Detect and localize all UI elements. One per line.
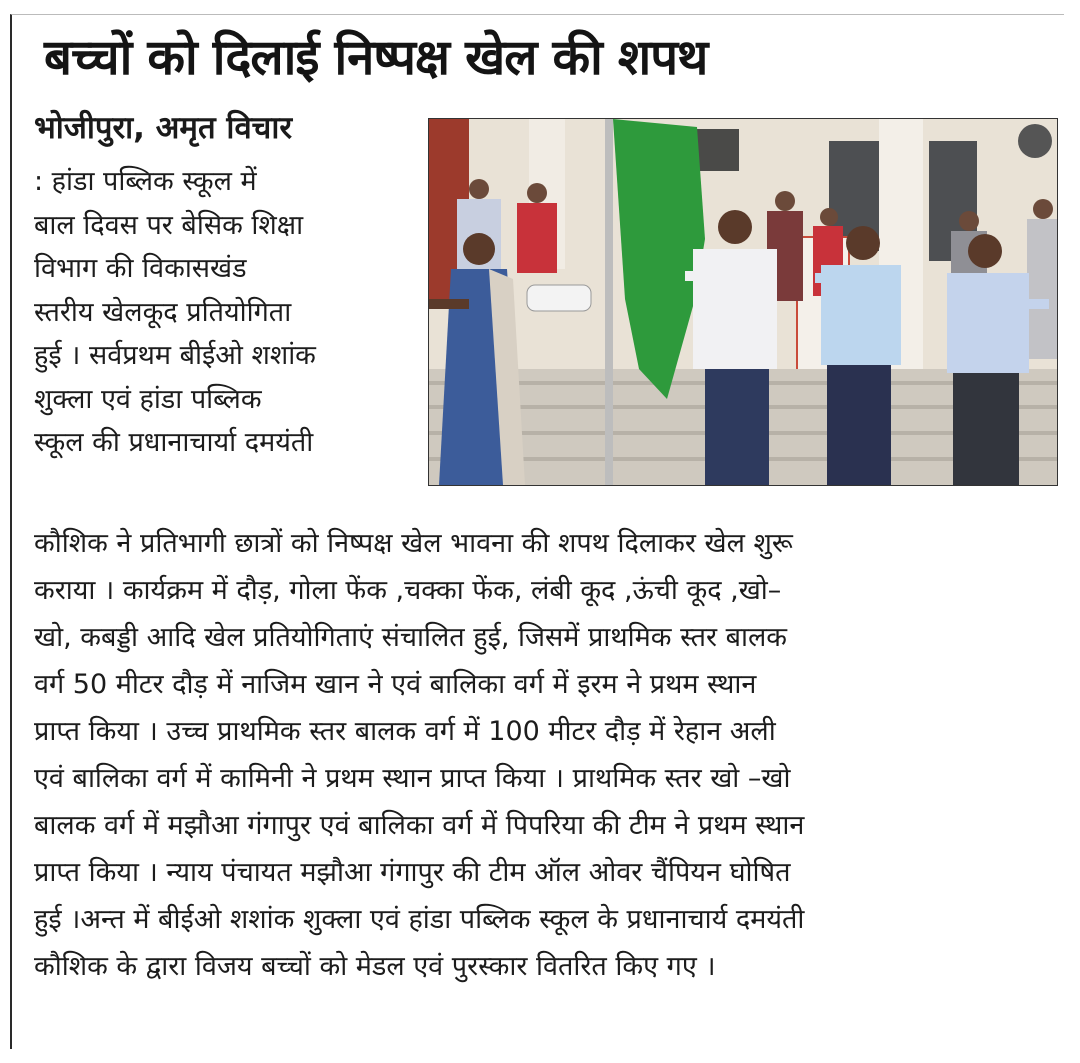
body-line: एवं बालिका वर्ग में कामिनी ने प्रथम स्थान प्राप्त किया । प्राथमिक स्तर खो –खो [34,763,791,794]
article-column-text [34,160,424,465]
flag-pole [605,119,613,485]
chair [527,285,591,311]
column-line: स्तरीय खेलकूद प्रतियोगिता [34,296,292,328]
body-line: कौशिक ने प्रतिभागी छात्रों को निष्पक्ष खेल भावना की शपथ दिलाकर खेल शुरू [34,528,793,559]
column-line: हुई । सर्वप्रथम बीईओ शशांक [34,340,316,371]
photo-illustration [429,119,1057,485]
fan-icon [1018,124,1052,158]
column-line: शुक्ला एवं हांडा पब्लिक [34,383,262,415]
body-line: खो, कबड्डी आदि खेल प्रतियोगिताएं संचालित हुई, जिसमें प्राथमिक स्तर बालक [34,622,788,653]
body-line: वर्ग 50 मीटर दौड़ में नाजिम खान ने एवं बालिका वर्ग में इरम ने प्रथम स्थान [34,669,757,700]
body-line: हुई ।अन्त में बीईओ शशांक शुक्ला एवं हांडा पब्लिक स्कूल के प्रधानाचार्य दमयंती [34,904,805,935]
column-line: स्कूल की प्रधानाचार्या दमयंती [34,427,314,458]
body-line: कौशिक के द्वारा विजय बच्चों को मेडल एवं पुरस्कार वितरित किए गए । [34,951,716,982]
body-line: कराया । कार्यक्रम में दौड़, गोला फेंक ,चक्का फेंक, लंबी कूद ,ऊंची कूद ,खो– [34,575,782,606]
body-line: प्राप्त किया । उच्च प्राथमिक स्तर बालक वर्ग में 100 मीटर दौड़ में रेहान अली [34,716,776,747]
column-line: विभाग की विकासखंड [34,253,247,284]
column-line: बाल दिवस पर बेसिक शिक्षा [34,209,304,241]
flag-hoisting-photo [428,118,1058,486]
headline: बच्चों को दिलाई निष्पक्ष खेल की शपथ [44,29,708,86]
article-body [34,520,1064,990]
column-line: : हांडा पब्लिक स्कूल में [34,166,257,197]
dateline: भोजीपुरा, अमृत विचार [34,110,293,146]
body-line: प्राप्त किया । न्याय पंचायत मझौआ गंगापुर की टीम ऑल ओवर चैंपियन घोषित [34,857,791,888]
body-line: बालक वर्ग में मझौआ गंगापुर एवं बालिका वर्ग में पिपरिया की टीम ने प्रथम स्थान [34,810,805,841]
